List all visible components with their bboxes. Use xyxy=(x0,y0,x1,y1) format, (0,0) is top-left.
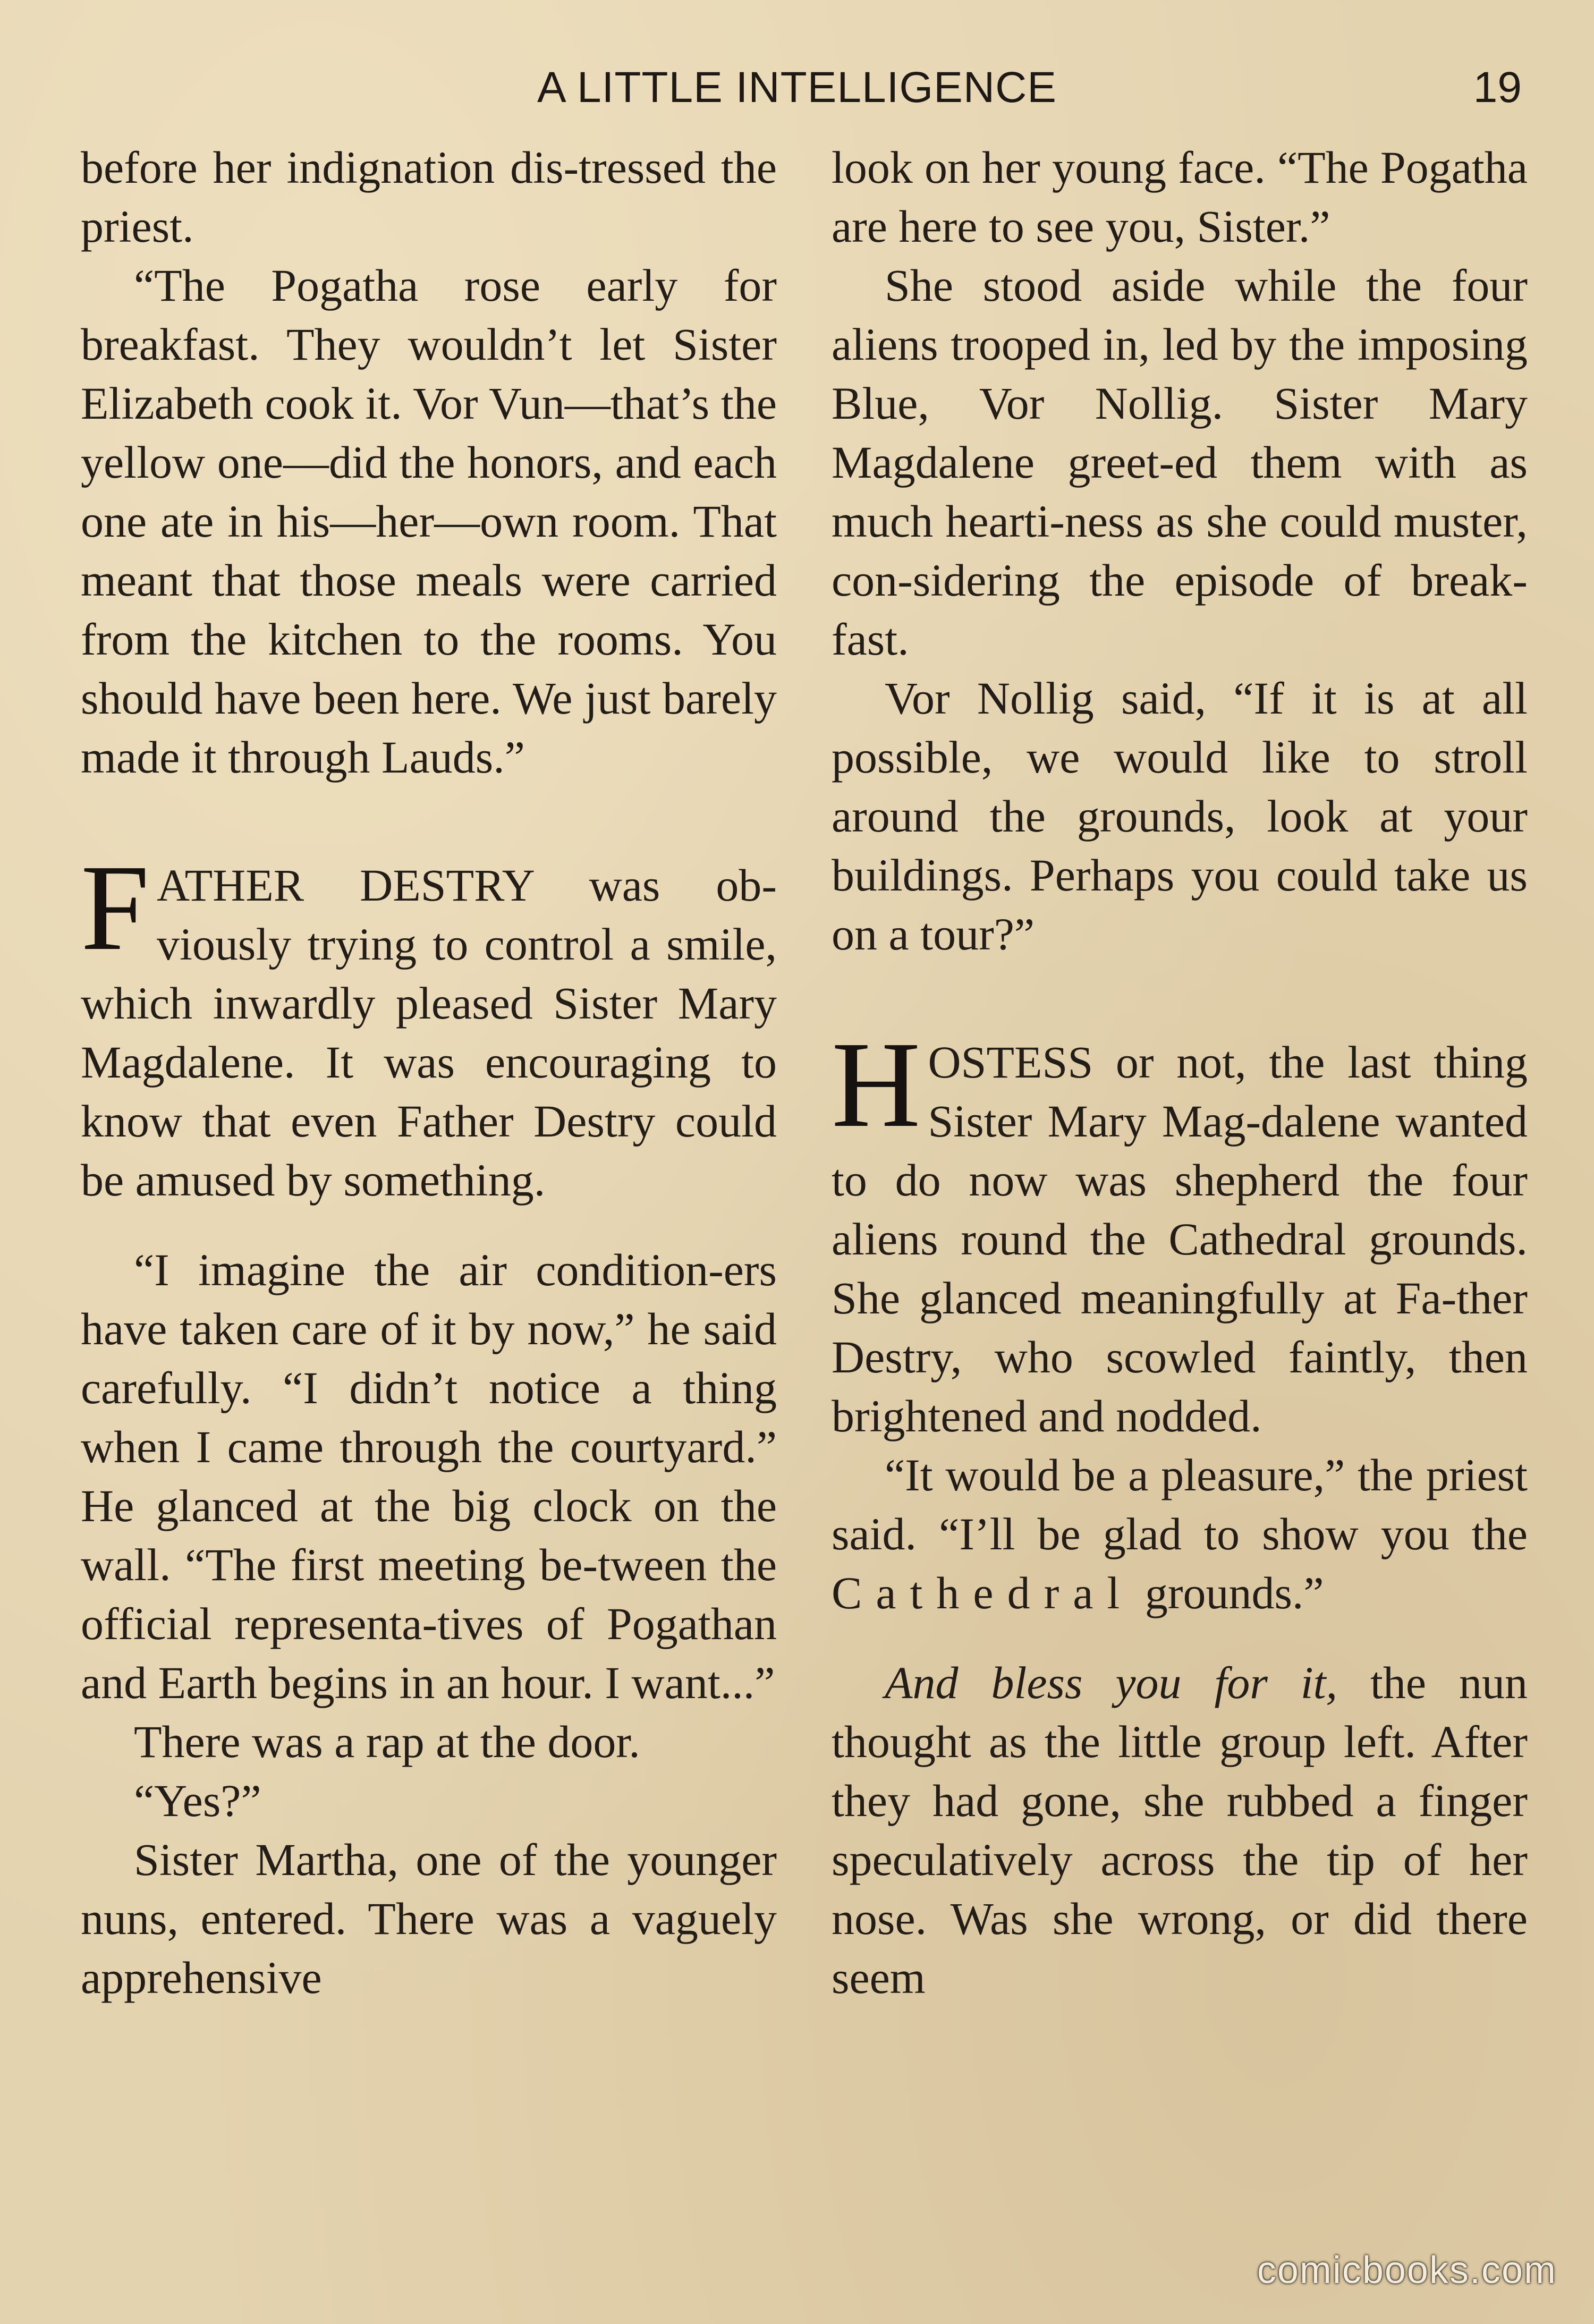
lead-in-caps: ATHER DESTRY xyxy=(157,860,533,911)
paragraph: look on her young face. “The Pogatha are here to see you, Sister.” xyxy=(832,142,1528,252)
paragraph: “The Pogatha rose early for breakfast. They wouldn’t let Sister Elizabeth cook it. Vor Vun—that’s the yellow one—did the honors, and each one ate in his—her—own room. That meant that those meals were carried from the kitchen to the rooms. You should have been here. We just barely made it through Lauds.” xyxy=(81,260,777,783)
page-header xyxy=(0,63,1594,121)
paragraph: Sister Martha, one of the younger nuns, entered. There was a vaguely apprehensive xyxy=(81,1834,777,2003)
paragraph-gap xyxy=(832,1623,1528,1653)
right-column xyxy=(832,138,1528,2007)
drop-cap: H xyxy=(832,1016,921,1153)
paragraph: “I imagine the air condition-ers have taken care of it by now,” he said carefully. “I didn’t notice a thing when I came through the courtyard.” He glanced at the big clock on the wall. “The first meeting be-tween the official representa-tives of Pogathan and Earth begins in an hour. I want...” xyxy=(81,1244,777,1708)
paragraph: Vor Nollig said, “If it is at all possible, we would like to stroll around the grounds, look at your buildings. Perhaps you could take us on a tour?” xyxy=(832,673,1528,960)
paragraph-gap xyxy=(81,1210,777,1241)
lead-in-caps: OSTESS xyxy=(928,1037,1093,1088)
paragraph xyxy=(832,1653,1528,2007)
watermark: comicbooks.com xyxy=(1257,2249,1557,2292)
running-title: A LITTLE INTELLIGENCE xyxy=(537,63,1057,112)
paragraph xyxy=(81,839,777,1210)
paragraph-text: “It would be a pleasure,” the priest said. “I’ll be glad to show you the xyxy=(832,1449,1528,1559)
section-break xyxy=(832,964,1528,1033)
paragraph: There was a rap at the door. xyxy=(134,1716,640,1767)
paragraph: She stood aside while the four aliens trooped in, led by the imposing Blue, Vor Nollig. Sister Mary Magdalene greet-ed them with as much hearti-ness as she could muster, con-sidering the episode of break-fast. xyxy=(832,260,1528,665)
italic-phrase: And bless you for it, xyxy=(885,1657,1338,1708)
paragraph xyxy=(832,1446,1528,1623)
paragraph-text: or not, the last thing Sister Mary Mag-dalene wanted to do now was shepherd the four aliens round the Cathedral grounds. She glanced meaningfully at Fa-ther Destry, who scowled faintly, then brightened and nodded. xyxy=(832,1037,1528,1441)
paragraph-text: the nun thought as the little group left. After they had gone, she rubbed a finger speculatively across the tip of her nose. Was she wrong, or did there seem xyxy=(832,1657,1528,2003)
paragraph: “Yes?” xyxy=(134,1775,261,1826)
paragraph xyxy=(832,1016,1528,1446)
left-column xyxy=(81,138,777,2007)
paragraph: before her indignation dis-tressed the priest. xyxy=(81,142,777,252)
drop-cap: F xyxy=(81,839,150,976)
section-break xyxy=(81,787,777,856)
paragraph-text: was ob-viously trying to control a smile, which inwardly pleased Sister Mary Magdalene. It was encouraging to know that even Father Destry could be amused by something. xyxy=(81,860,777,1206)
paragraph-text: grounds.” xyxy=(1133,1567,1324,1618)
page-number: 19 xyxy=(1473,63,1522,112)
spaced-word: Cathedral xyxy=(832,1567,1134,1618)
